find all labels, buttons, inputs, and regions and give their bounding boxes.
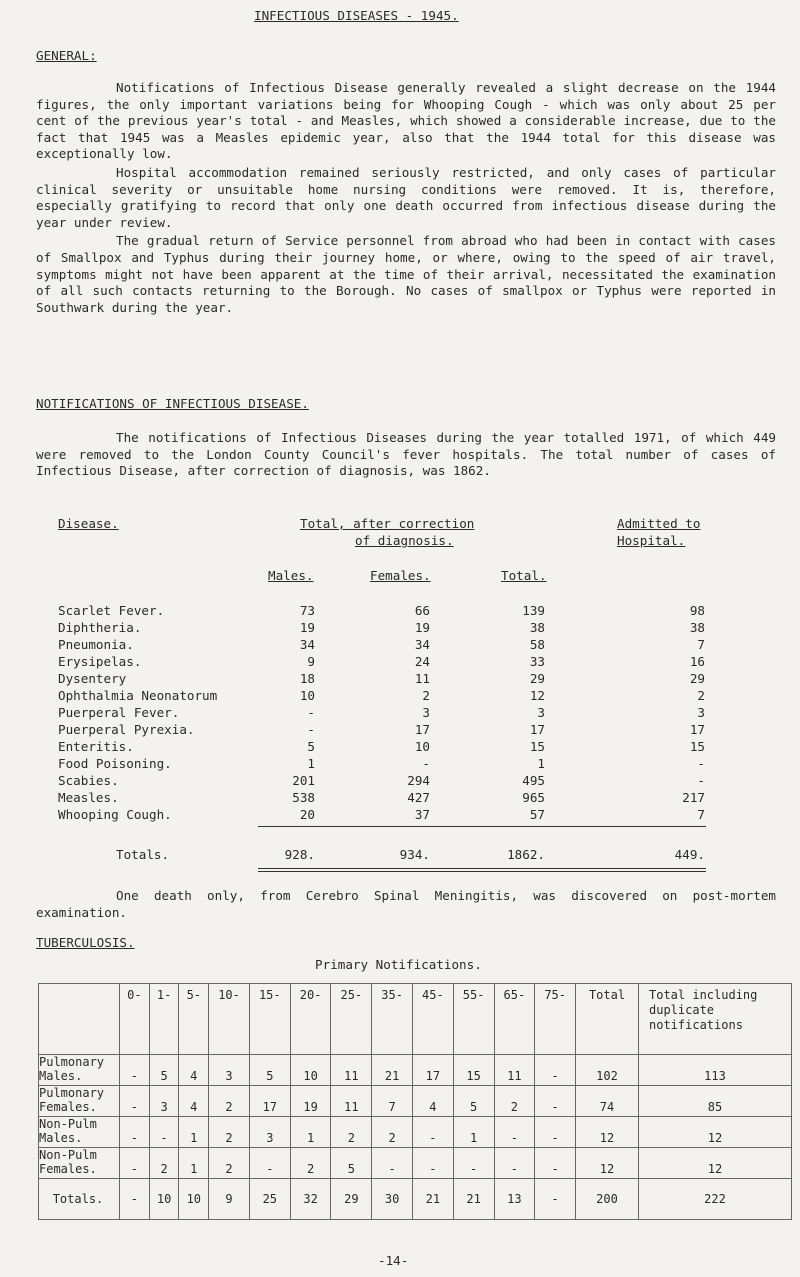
table-cell: 74 [576, 1086, 639, 1117]
table-cell: 11 [331, 1086, 372, 1117]
admitted-header-2: Hospital. [617, 533, 686, 548]
table-cell: 3 [537, 705, 545, 720]
table-cell: 102 [576, 1055, 639, 1086]
table-cell: 29 [529, 671, 545, 686]
table-cell: Measles. [58, 790, 119, 805]
table-cell: 21 [453, 1179, 494, 1220]
table-cell: 7 [372, 1086, 413, 1117]
age-column-header: 1- [149, 984, 179, 1055]
age-column-header: 45- [412, 984, 453, 1055]
age-column-header: 55- [453, 984, 494, 1055]
table-cell: 1 [179, 1117, 209, 1148]
table-cell: 2 [290, 1148, 331, 1179]
page-title: INFECTIOUS DISEASES - 1945. [254, 8, 459, 23]
table-rule-lower-2 [258, 871, 706, 872]
table-cell: 19 [414, 620, 430, 635]
table-cell: 5 [149, 1055, 179, 1086]
table-row [0, 739, 800, 756]
table-row [0, 705, 800, 722]
table-cell: 11 [331, 1055, 372, 1086]
table-cell: 5 [453, 1086, 494, 1117]
table-cell: 57 [529, 807, 545, 822]
table-cell: 4 [179, 1055, 209, 1086]
table-cell: - [307, 705, 315, 720]
table-cell: 34 [414, 637, 430, 652]
table-row [39, 1086, 792, 1117]
table-cell: 10 [179, 1179, 209, 1220]
table-cell: Non-Pulm Females. [39, 1148, 120, 1179]
notifications-paragraph: The notifications of Infectious Diseases during the year totalled 1971, of which 449 were removed to the London County Council's fever hospitals. The total number of cases of Infectious Disease, after correction of diagnosis, was 1862. [36, 430, 776, 479]
table-cell: 3 [697, 705, 705, 720]
table-cell: - [494, 1117, 535, 1148]
totals-label: Totals. [116, 847, 170, 862]
table-cell: - [535, 1086, 576, 1117]
age-column-header: 65- [494, 984, 535, 1055]
table-cell: 201 [292, 773, 315, 788]
table-cell: Pneumonia. [58, 637, 134, 652]
total-correction-header: Total, after correction [300, 516, 475, 531]
table-cell: 15 [453, 1055, 494, 1086]
table-cell: 2 [494, 1086, 535, 1117]
general-paragraph-1: Notifications of Infectious Disease generally revealed a slight decrease on the 1944 figures, the only important variations being for Whooping Cough - which was only about 25 per cent of the previous year's total - and Measles, which showed a considerable increase, due to the fact that 1945 was a Measles epidemic year, also that the 1944 total for this disease was exceptionally low. [36, 80, 776, 162]
table-cell: 2 [209, 1117, 250, 1148]
table-cell: 17 [412, 1055, 453, 1086]
table-row [0, 603, 800, 620]
table-cell: 538 [292, 790, 315, 805]
table-row [0, 790, 800, 807]
table-cell: Enteritis. [58, 739, 134, 754]
table-cell: 21 [372, 1055, 413, 1086]
table-row [0, 773, 800, 790]
total-correction-header-2: of diagnosis. [355, 533, 454, 548]
table-cell: 4 [179, 1086, 209, 1117]
table-cell: Pulmonary Males. [39, 1055, 120, 1086]
table-cell: 12 [576, 1148, 639, 1179]
table-cell: 29 [689, 671, 705, 686]
table-cell: 5 [307, 739, 315, 754]
table-cell: 5 [331, 1148, 372, 1179]
table-cell: 12 [639, 1148, 792, 1179]
table-cell: 29 [331, 1179, 372, 1220]
tuberculosis-subheading: Primary Notifications. [315, 957, 482, 972]
table-cell: 11 [414, 671, 430, 686]
age-column-header: 35- [372, 984, 413, 1055]
disease-header: Disease. [58, 516, 119, 531]
age-column-header: Total [576, 984, 639, 1055]
total-header: Total. [501, 568, 547, 583]
table-cell: 85 [639, 1086, 792, 1117]
table-cell: - [249, 1148, 290, 1179]
table-cell: Non-Pulm Males. [39, 1117, 120, 1148]
table-row [0, 722, 800, 739]
table-cell: 200 [576, 1179, 639, 1220]
table-cell: - [120, 1179, 150, 1220]
table-cell: 17 [249, 1086, 290, 1117]
totals-males: 928. [284, 847, 315, 862]
table-cell: 17 [529, 722, 545, 737]
table-cell: - [422, 756, 430, 771]
table-cell: 32 [290, 1179, 331, 1220]
table-row [0, 688, 800, 705]
table-cell: 965 [522, 790, 545, 805]
table-cell: 38 [529, 620, 545, 635]
table-cell: 1 [453, 1117, 494, 1148]
table-cell: 1 [307, 756, 315, 771]
label-column-header [39, 984, 120, 1055]
table-cell: Whooping Cough. [58, 807, 172, 822]
table-cell: Totals. [39, 1179, 120, 1220]
table-cell: 113 [639, 1055, 792, 1086]
table-cell: 15 [689, 739, 705, 754]
table-cell: 10 [290, 1055, 331, 1086]
table-rule-lower [258, 868, 706, 869]
table-cell: 222 [639, 1179, 792, 1220]
table-cell: - [120, 1086, 150, 1117]
table-cell: - [535, 1055, 576, 1086]
table-cell: Pulmonary Females. [39, 1086, 120, 1117]
age-column-header: 15- [249, 984, 290, 1055]
totals-row [0, 847, 800, 864]
females-header: Females. [370, 568, 431, 583]
table-cell: 217 [682, 790, 705, 805]
table-cell: 1 [537, 756, 545, 771]
table-cell: - [412, 1148, 453, 1179]
table-cell: - [120, 1055, 150, 1086]
age-column-header: 5- [179, 984, 209, 1055]
table-cell: 2 [372, 1117, 413, 1148]
table-cell: 19 [299, 620, 315, 635]
table-cell: 15 [529, 739, 545, 754]
table-rule-upper [258, 826, 706, 827]
table-cell: Food Poisoning. [58, 756, 172, 771]
table-cell: 9 [307, 654, 315, 669]
table-cell: 2 [209, 1148, 250, 1179]
table-cell: 17 [689, 722, 705, 737]
table-cell: 17 [414, 722, 430, 737]
table-cell: - [697, 773, 705, 788]
table-cell: 24 [414, 654, 430, 669]
age-column-header: 20- [290, 984, 331, 1055]
age-column-header: 0- [120, 984, 150, 1055]
table-cell: 9 [209, 1179, 250, 1220]
table-cell: 58 [529, 637, 545, 652]
table-cell: 37 [414, 807, 430, 822]
table-cell: 7 [697, 807, 705, 822]
general-heading: GENERAL: [36, 48, 97, 63]
table-cell: 11 [494, 1055, 535, 1086]
table-cell: 12 [639, 1117, 792, 1148]
table-cell: 30 [372, 1179, 413, 1220]
table-cell: - [412, 1117, 453, 1148]
table-cell: - [535, 1179, 576, 1220]
table-cell: 10 [299, 688, 315, 703]
table-cell: 25 [249, 1179, 290, 1220]
table-cell: - [697, 756, 705, 771]
table-cell: Puerperal Pyrexia. [58, 722, 195, 737]
table-cell: 10 [414, 739, 430, 754]
general-paragraph-3: The gradual return of Service personnel from abroad who had been in contact with cases of Smallpox and Typhus during their journey home, or where, owing to the speed of air travel, symptoms might not have been apparent at the time of their arrival, necessitated the examination of all such contacts returning to the Borough. No cases of smallpox or Typhus were reported in Southwark during the year. [36, 233, 776, 315]
table-cell: 33 [529, 654, 545, 669]
notifications-heading: NOTIFICATIONS OF INFECTIOUS DISEASE. [36, 396, 309, 411]
table-cell: - [149, 1117, 179, 1148]
table-cell: - [535, 1117, 576, 1148]
table-row [39, 1117, 792, 1148]
table-cell: 3 [149, 1086, 179, 1117]
table-cell: 66 [414, 603, 430, 618]
table-row [39, 1148, 792, 1179]
table-cell: Scabies. [58, 773, 119, 788]
table-cell: - [372, 1148, 413, 1179]
totals-row [39, 1179, 792, 1220]
table-cell: - [307, 722, 315, 737]
table-cell: 2 [149, 1148, 179, 1179]
table-cell: 3 [209, 1055, 250, 1086]
table-row [0, 654, 800, 671]
table-row [39, 1055, 792, 1086]
table-cell: - [120, 1148, 150, 1179]
table-cell: 495 [522, 773, 545, 788]
table-cell: 2 [697, 688, 705, 703]
table-cell: Dysentery [58, 671, 127, 686]
table-cell: 2 [331, 1117, 372, 1148]
table-cell: 3 [249, 1117, 290, 1148]
table-cell: Ophthalmia Neonatorum [58, 688, 218, 703]
table-row [0, 637, 800, 654]
totals-total: 1862. [507, 847, 545, 862]
table-cell: Puerperal Fever. [58, 705, 180, 720]
table-cell: 2 [422, 688, 430, 703]
table-cell: 18 [299, 671, 315, 686]
age-column-header: 25- [331, 984, 372, 1055]
table-cell: 139 [522, 603, 545, 618]
dup-header: Total including duplicate notifications [639, 984, 792, 1055]
table-cell: Erysipelas. [58, 654, 142, 669]
death-note: One death only, from Cerebro Spinal Meningitis, was discovered on post-mortem examination. [36, 888, 776, 920]
table-cell: 427 [407, 790, 430, 805]
table-cell: - [453, 1148, 494, 1179]
table-row [0, 620, 800, 637]
table-cell: 7 [697, 637, 705, 652]
table-cell: - [120, 1117, 150, 1148]
males-header: Males. [268, 568, 314, 583]
general-text [36, 80, 776, 316]
table-cell: Scarlet Fever. [58, 603, 165, 618]
table-cell: 5 [249, 1055, 290, 1086]
table-row [0, 671, 800, 688]
table-cell: - [494, 1148, 535, 1179]
table-cell: 2 [209, 1086, 250, 1117]
table-cell: Diphtheria. [58, 620, 142, 635]
table-cell: 19 [290, 1086, 331, 1117]
table-cell: 21 [412, 1179, 453, 1220]
table-cell: 13 [494, 1179, 535, 1220]
table-cell: 10 [149, 1179, 179, 1220]
tuberculosis-heading: TUBERCULOSIS. [36, 935, 135, 950]
table-cell: 294 [407, 773, 430, 788]
age-column-header: 10- [209, 984, 250, 1055]
table-cell: 38 [689, 620, 705, 635]
age-column-header: 75- [535, 984, 576, 1055]
disease-rows [0, 603, 800, 833]
table-cell: 4 [412, 1086, 453, 1117]
tuberculosis-table [38, 983, 792, 1220]
notifications-text [36, 430, 776, 480]
table-cell: 98 [689, 603, 705, 618]
table-cell: 16 [689, 654, 705, 669]
table-row [0, 756, 800, 773]
totals-admitted: 449. [674, 847, 705, 862]
table-cell: 1 [179, 1148, 209, 1179]
general-paragraph-2: Hospital accommodation remained seriously restricted, and only cases of particular clinical severity or unsuitable home nursing conditions were removed. It is, therefore, especially gratifying to record that only one death occurred from infectious disease during the year under review. [36, 164, 776, 230]
table-cell: 1 [290, 1117, 331, 1148]
table-cell: 34 [299, 637, 315, 652]
page-number: -14- [378, 1253, 409, 1268]
table-row [0, 807, 800, 824]
table-cell: - [535, 1148, 576, 1179]
totals-females: 934. [399, 847, 430, 862]
table-cell: 12 [576, 1117, 639, 1148]
table-cell: 3 [422, 705, 430, 720]
table-header-row [39, 984, 792, 1055]
admitted-header: Admitted to [617, 516, 701, 531]
table-cell: 73 [299, 603, 315, 618]
table-cell: 20 [299, 807, 315, 822]
table-cell: 12 [529, 688, 545, 703]
